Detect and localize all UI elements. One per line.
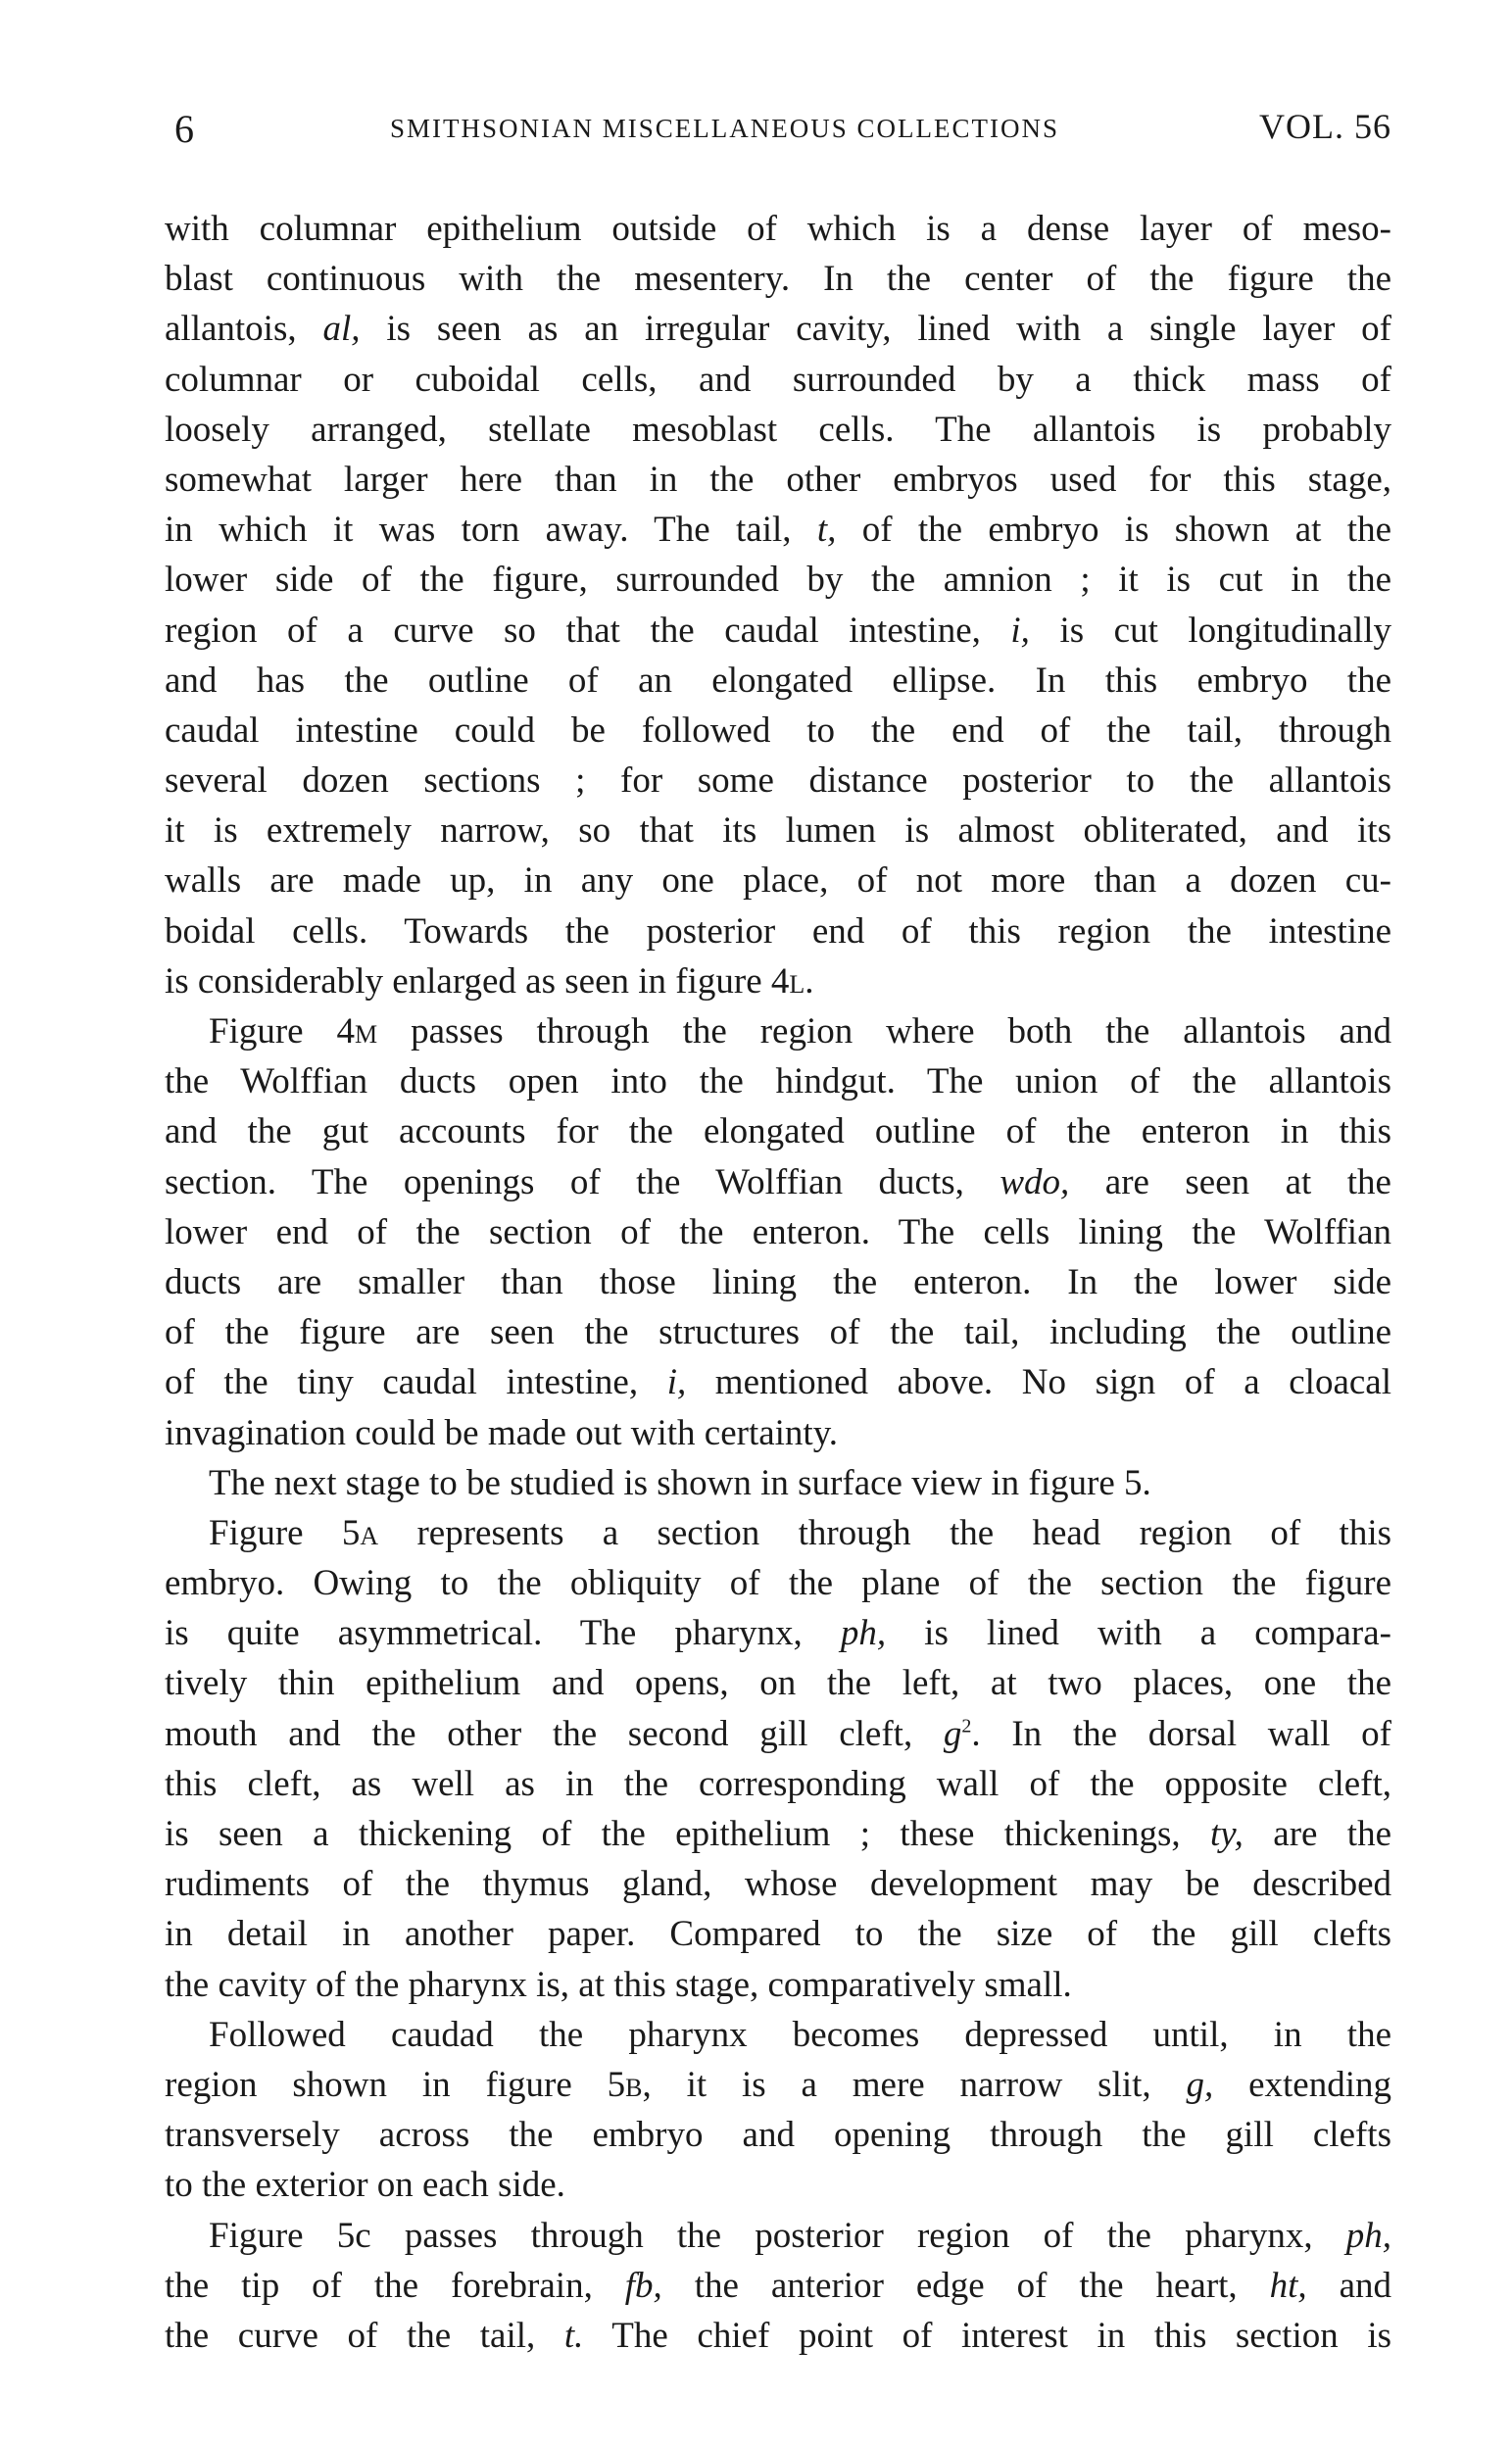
text-run: is cut longitudinally	[1029, 610, 1391, 651]
text-line	[165, 1658, 1391, 1708]
italic-term: g	[943, 1713, 962, 1754]
figure-letter: a	[360, 1512, 379, 1553]
text-run: with columnar epithelium outside of which is a dense layer of meso-	[165, 209, 1391, 249]
text-run: The next stage to be studied is shown in surface view in figure 5.	[209, 1462, 1151, 1503]
text-run: are seen at the	[1069, 1161, 1391, 1202]
text-line	[165, 405, 1391, 455]
text-run: , it is a mere narrow slit,	[642, 2064, 1187, 2105]
text-run: the curve of the tail,	[165, 2315, 564, 2356]
text-run: Figure 4	[209, 1011, 356, 1052]
text-run: embryo. Owing to the obliquity of the plane of the section the figure	[165, 1563, 1391, 1604]
text-line	[165, 906, 1391, 956]
text-run: tively thin epithelium and opens, on the left, at two places, one the	[165, 1663, 1391, 1704]
italic-term: t.	[563, 2315, 584, 2356]
superscript: 2	[961, 1715, 972, 1737]
text-line	[165, 204, 1391, 254]
text-line	[165, 1558, 1391, 1608]
text-line	[165, 656, 1391, 706]
text-run: ducts are smaller than those lining the enteron. In the lower side	[165, 1261, 1391, 1302]
text-run: in which it was torn away. The tail,	[165, 510, 817, 551]
volume-label: VOL. 56	[1259, 107, 1391, 146]
text-run: transversely across the embryo and opening through the gill clefts	[165, 2115, 1391, 2156]
text-line	[165, 1960, 1391, 2010]
text-line	[165, 2211, 1391, 2261]
text-run: is considerably enlarged as seen in figure 4	[165, 960, 790, 1002]
text-line	[165, 304, 1391, 354]
text-line	[165, 355, 1391, 405]
text-line	[165, 1257, 1391, 1307]
text-run: in detail in another paper. Compared to the size of the gill clefts	[165, 1914, 1391, 1955]
italic-term: fb,	[624, 2265, 662, 2306]
text-line	[165, 505, 1391, 555]
text-line	[165, 1809, 1391, 1859]
text-line	[165, 1608, 1391, 1658]
text-run: several dozen sections ; for some distance posterior to the allantois	[165, 760, 1391, 802]
text-run: the cavity of the pharynx is, at this stage, comparatively small.	[165, 1964, 1072, 2005]
text-run: region shown in figure 5	[165, 2064, 626, 2105]
text-run: it is extremely narrow, so that its lumen is almost obliterated, and its	[165, 810, 1391, 852]
text-line	[165, 2261, 1391, 2311]
text-run: section. The openings of the Wolffian ducts,	[165, 1161, 1000, 1202]
italic-term: t,	[816, 510, 837, 551]
text-run: is seen as an irregular cavity, lined with a single layer of	[360, 309, 1391, 350]
text-line	[165, 606, 1391, 656]
text-run: passes through the region where both the allantois and	[377, 1011, 1391, 1052]
text-run: of the tiny caudal intestine,	[165, 1362, 667, 1403]
text-run: mouth and the other the second gill cleft,	[165, 1713, 944, 1754]
text-run: boidal cells. Towards the posterior end of this region the intestine	[165, 910, 1391, 952]
text-run: extending	[1213, 2064, 1391, 2105]
italic-term: g,	[1186, 2064, 1214, 2105]
text-run: .	[805, 960, 814, 1002]
text-line	[165, 2311, 1391, 2361]
text-line	[165, 1006, 1391, 1056]
text-run: walls are made up, in any one place, of not more than a dozen cu-	[165, 860, 1391, 902]
italic-term: al,	[322, 309, 361, 350]
italic-term: ty,	[1210, 1814, 1244, 1854]
running-title: SMITHSONIAN MISCELLANEOUS COLLECTIONS	[390, 114, 1060, 143]
text-run: is quite asymmetrical. The pharynx,	[165, 1613, 841, 1654]
text-run: caudal intestine could be followed to the end of the tail, through	[165, 710, 1391, 751]
text-run: Followed caudad the pharynx becomes depressed until, in the	[209, 2014, 1391, 2055]
text-run: mentioned above. No sign of a cloacal	[686, 1362, 1391, 1403]
text-run: to the exterior on each side.	[165, 2165, 565, 2206]
page-number: 6	[174, 107, 194, 151]
italic-term: ht,	[1269, 2265, 1307, 2306]
text-run: . In the dorsal wall of	[971, 1713, 1391, 1754]
text-line	[165, 1909, 1391, 1959]
italic-term: wdo,	[1000, 1161, 1070, 1202]
text-line	[165, 1508, 1391, 1558]
text-run: allantois,	[165, 309, 323, 350]
text-run: rudiments of the thymus gland, whose development may be described	[165, 1864, 1391, 1905]
text-line	[165, 2160, 1391, 2210]
text-line	[165, 2060, 1391, 2110]
text-line	[165, 2110, 1391, 2160]
text-line	[165, 1307, 1391, 1357]
text-line	[165, 1458, 1391, 1508]
figure-letter: l	[789, 960, 805, 1002]
text-run: region of a curve so that the caudal intestine,	[165, 610, 1011, 651]
text-line	[165, 1859, 1391, 1909]
italic-term: ph,	[1345, 2215, 1391, 2256]
text-run: the anterior edge of the heart,	[661, 2265, 1270, 2306]
text-run: invagination could be made out with certainty.	[165, 1412, 839, 1453]
text-run: loosely arranged, stellate mesoblast cells. The allantois is probably	[165, 409, 1391, 450]
running-header	[165, 106, 1391, 155]
text-run: somewhat larger here than in the other embryos used for this stage,	[165, 459, 1391, 500]
body-text	[165, 204, 1391, 2361]
text-run: blast continuous with the mesentery. In the center of the figure the	[165, 259, 1391, 300]
text-line	[165, 856, 1391, 905]
text-line	[165, 706, 1391, 756]
text-line	[165, 1157, 1391, 1207]
text-run: and has the outline of an elongated ellipse. In this embryo the	[165, 660, 1391, 701]
text-run: Figure 5c passes through the posterior region of the pharynx,	[209, 2215, 1346, 2256]
text-run: The chief point of interest in this section is	[583, 2315, 1392, 2356]
text-run: and	[1306, 2265, 1391, 2306]
italic-term: i,	[1010, 610, 1030, 651]
italic-term: ph,	[840, 1613, 887, 1654]
text-line	[165, 254, 1391, 304]
text-line	[165, 806, 1391, 856]
italic-term: i,	[666, 1362, 687, 1403]
text-line	[165, 756, 1391, 806]
text-run: columnar or cuboidal cells, and surrounded by a thick mass of	[165, 359, 1391, 400]
text-run: Figure 5	[209, 1512, 361, 1553]
text-run: of the embryo is shown at the	[836, 510, 1392, 551]
text-line	[165, 1207, 1391, 1257]
text-run: lower side of the figure, surrounded by the amnion ; it is cut in the	[165, 560, 1391, 601]
text-line	[165, 1106, 1391, 1156]
text-line	[165, 2010, 1391, 2060]
figure-letter: b	[625, 2064, 643, 2105]
text-line	[165, 1357, 1391, 1407]
text-run: this cleft, as well as in the corresponding wall of the opposite cleft,	[165, 1763, 1391, 1804]
text-run: the Wolffian ducts open into the hindgut. The union of the allantois	[165, 1061, 1391, 1102]
text-run: the tip of the forebrain,	[165, 2265, 625, 2306]
text-run: represents a section through the head region of this	[378, 1512, 1391, 1553]
text-run: and the gut accounts for the elongated outline of the enteron in this	[165, 1111, 1391, 1152]
figure-letter: m	[355, 1011, 378, 1052]
text-line	[165, 555, 1391, 605]
text-run: of the figure are seen the structures of the tail, including the outline	[165, 1312, 1391, 1353]
text-line	[165, 956, 1391, 1006]
text-line	[165, 1056, 1391, 1106]
text-line	[165, 1408, 1391, 1458]
text-run: are the	[1243, 1814, 1392, 1854]
text-run: lower end of the section of the enteron. The cells lining the Wolffian	[165, 1211, 1391, 1252]
text-run: is seen a thickening of the epithelium ; these thickenings,	[165, 1814, 1210, 1854]
text-line	[165, 1709, 1391, 1759]
text-run: is lined with a compara-	[886, 1613, 1391, 1654]
text-line	[165, 1759, 1391, 1809]
text-line	[165, 455, 1391, 505]
